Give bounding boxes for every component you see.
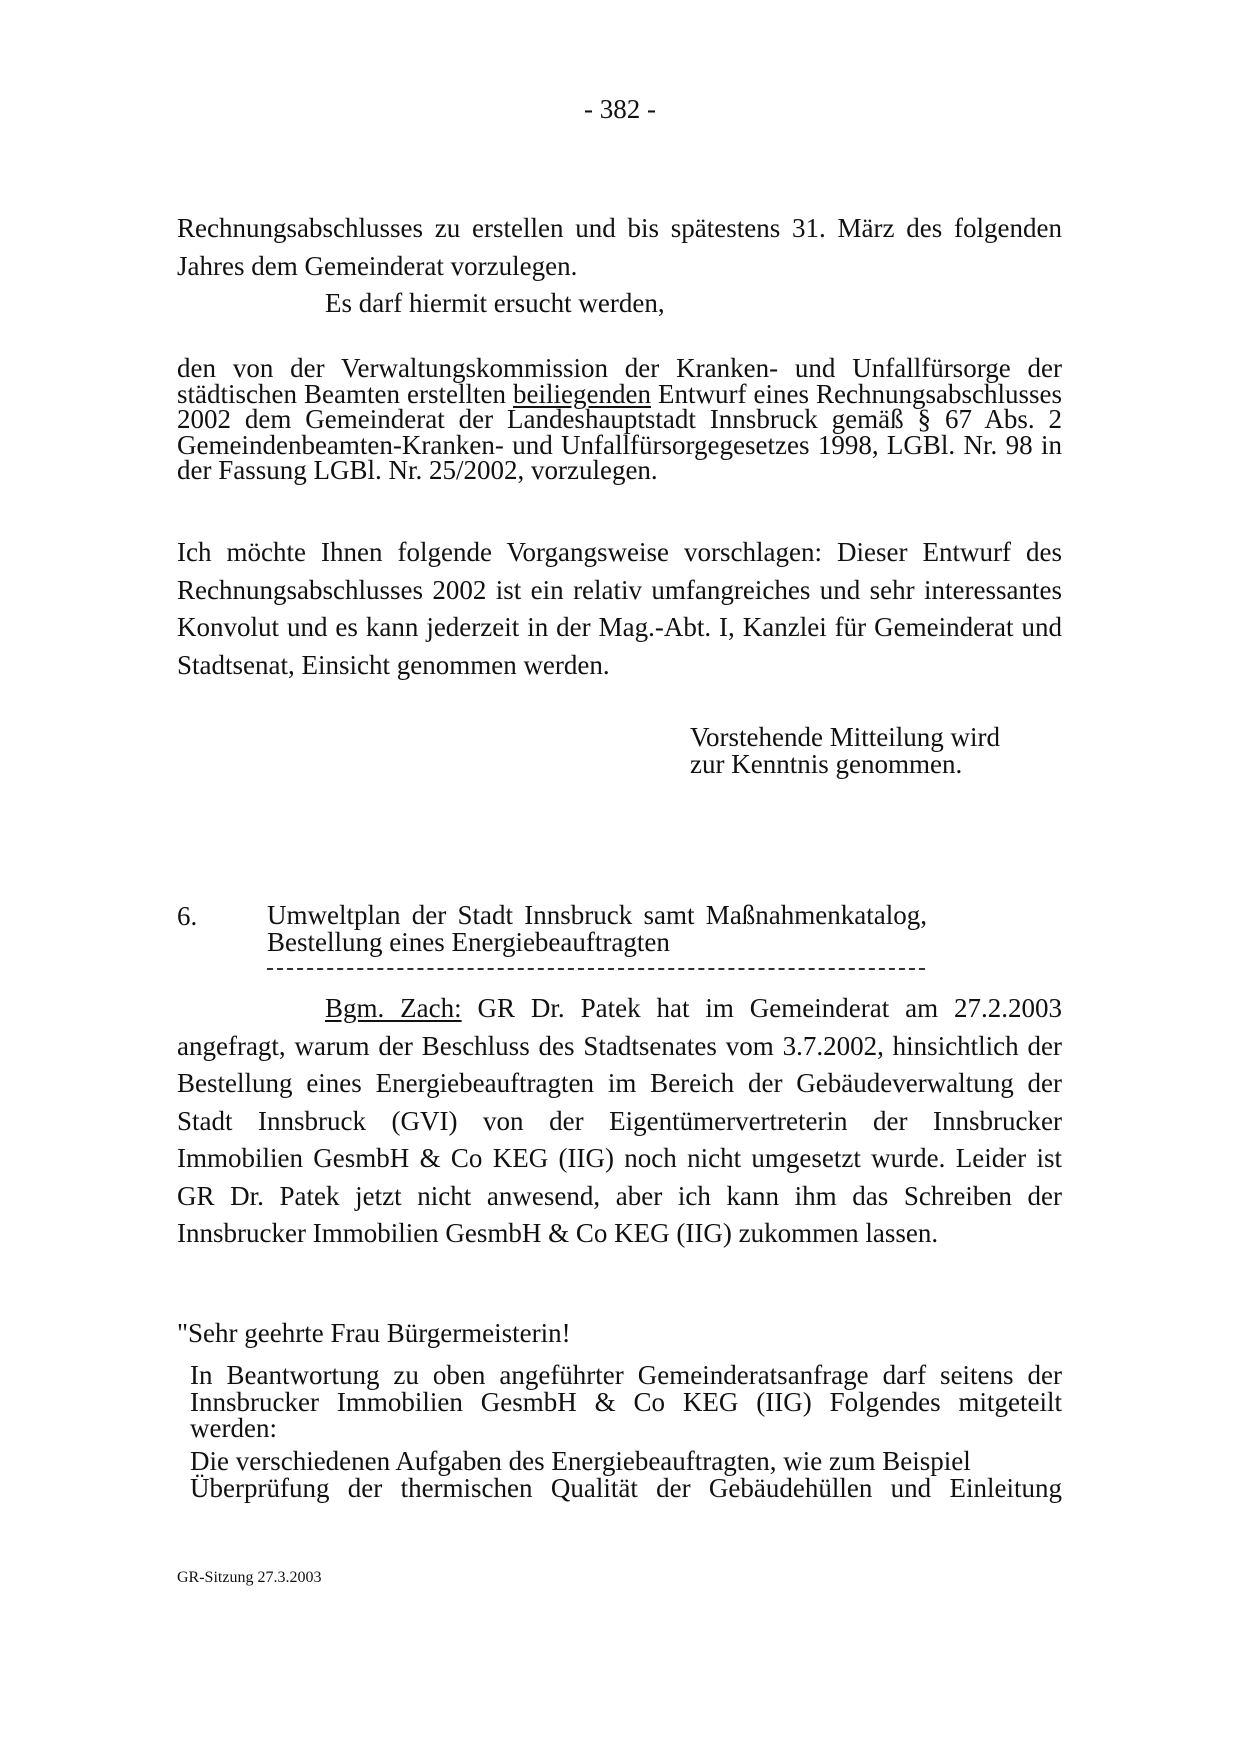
letter-paragraph-2-line-1: Die verschiedenen Aufgaben des Energiebeauftragten, wie zum Beispiel — [190, 1446, 971, 1476]
motion-text-before: den von der Verwaltungskommission der Kranken- und Unfallfürsorge der städtischen Beamten erstellten — [177, 353, 1062, 409]
agenda-item-number: 6. — [177, 901, 198, 931]
proposal-paragraph: Ich möchte Ihnen folgende Vorgangsweise vorschlagen: Dieser Entwurf des Rechnungsabschlusses 2002 ist ein relativ umfangreiches und sehr interessantes Konvolut und es kann jederzeit in der Mag.-Abt. I, Kanzlei für Gemeinderat und Stadtsenat, Einsicht genommen werden. — [177, 537, 1062, 680]
letter-paragraph-2 — [190, 1448, 1062, 1501]
speech-text: GR Dr. Patek hat im Gemeinderat am 27.2.2003 angefragt, warum der Beschluss des Stadtsenates vom 3.7.2002, hinsichtlich der Bestellung eines Energiebeauftragten im Bereich der Gebäudeverwaltung der Stadt Innsbruck (GVI) von der Eigentümervertreterin der Innsbrucker Immobilien GesmbH & Co KEG (IIG) noch nicht umgesetzt wurde. Leider ist GR Dr. Patek jetzt nicht anwesend, aber ich kann ihm das Schreiben der Innsbrucker Immobilien GesmbH & Co KEG (IIG) zukommen lassen. — [177, 993, 1062, 1248]
speech-paragraph — [177, 990, 1062, 1253]
page-number: - 382 - — [584, 94, 656, 124]
speaker-name: Bgm. Zach: — [325, 993, 462, 1023]
agenda-item-title: Umweltplan der Stadt Innsbruck samt Maßnahmenkatalog, Bestellung eines Energiebeauftragten — [267, 900, 927, 957]
resolution-line-2: zur Kenntnis genommen. — [690, 749, 963, 779]
agenda-item-dashed-rule — [267, 968, 925, 970]
letter-paragraph-1: In Beantwortung zu oben angeführter Gemeinderatsanfrage darf seitens der Innsbrucker Immobilien GesmbH & Co KEG (IIG) Folgendes mitgeteilt werden: — [190, 1360, 1062, 1443]
motion-paragraph — [177, 353, 1063, 485]
letter-salutation: "Sehr geehrte Frau Bürgermeisterin! — [177, 1318, 571, 1348]
intro-continuation-paragraph: Rechnungsabschlusses zu erstellen und bis spätestens 31. März des folgenden Jahres dem Gemeinderat vorzulegen. — [177, 213, 1062, 281]
request-line: Es darf hiermit ersucht werden, — [325, 288, 665, 318]
motion-text-after: Entwurf eines Rechnungsabschlusses 2002 dem Gemeinderat der Landeshauptstadt Innsbruck gemäß § 67 Abs. 2 Gemeindenbeamten-Kranken- und Unfallfürsorgegesetzes 1998, LGBl. Nr. 98 in der Fassung LGBl. Nr. 25/2002, vorzulegen. — [177, 378, 1063, 485]
motion-underlined-word: beiliegenden — [513, 378, 651, 409]
letter-paragraph-2-line-2: Überprüfung der thermischen Qualität der Gebäudehüllen und Einleitung — [190, 1472, 1062, 1503]
resolution-line-1: Vorstehende Mitteilung wird — [690, 722, 1000, 752]
page-footer: GR-Sitzung 27.3.2003 — [177, 1569, 322, 1586]
resolution-note — [690, 724, 1110, 778]
